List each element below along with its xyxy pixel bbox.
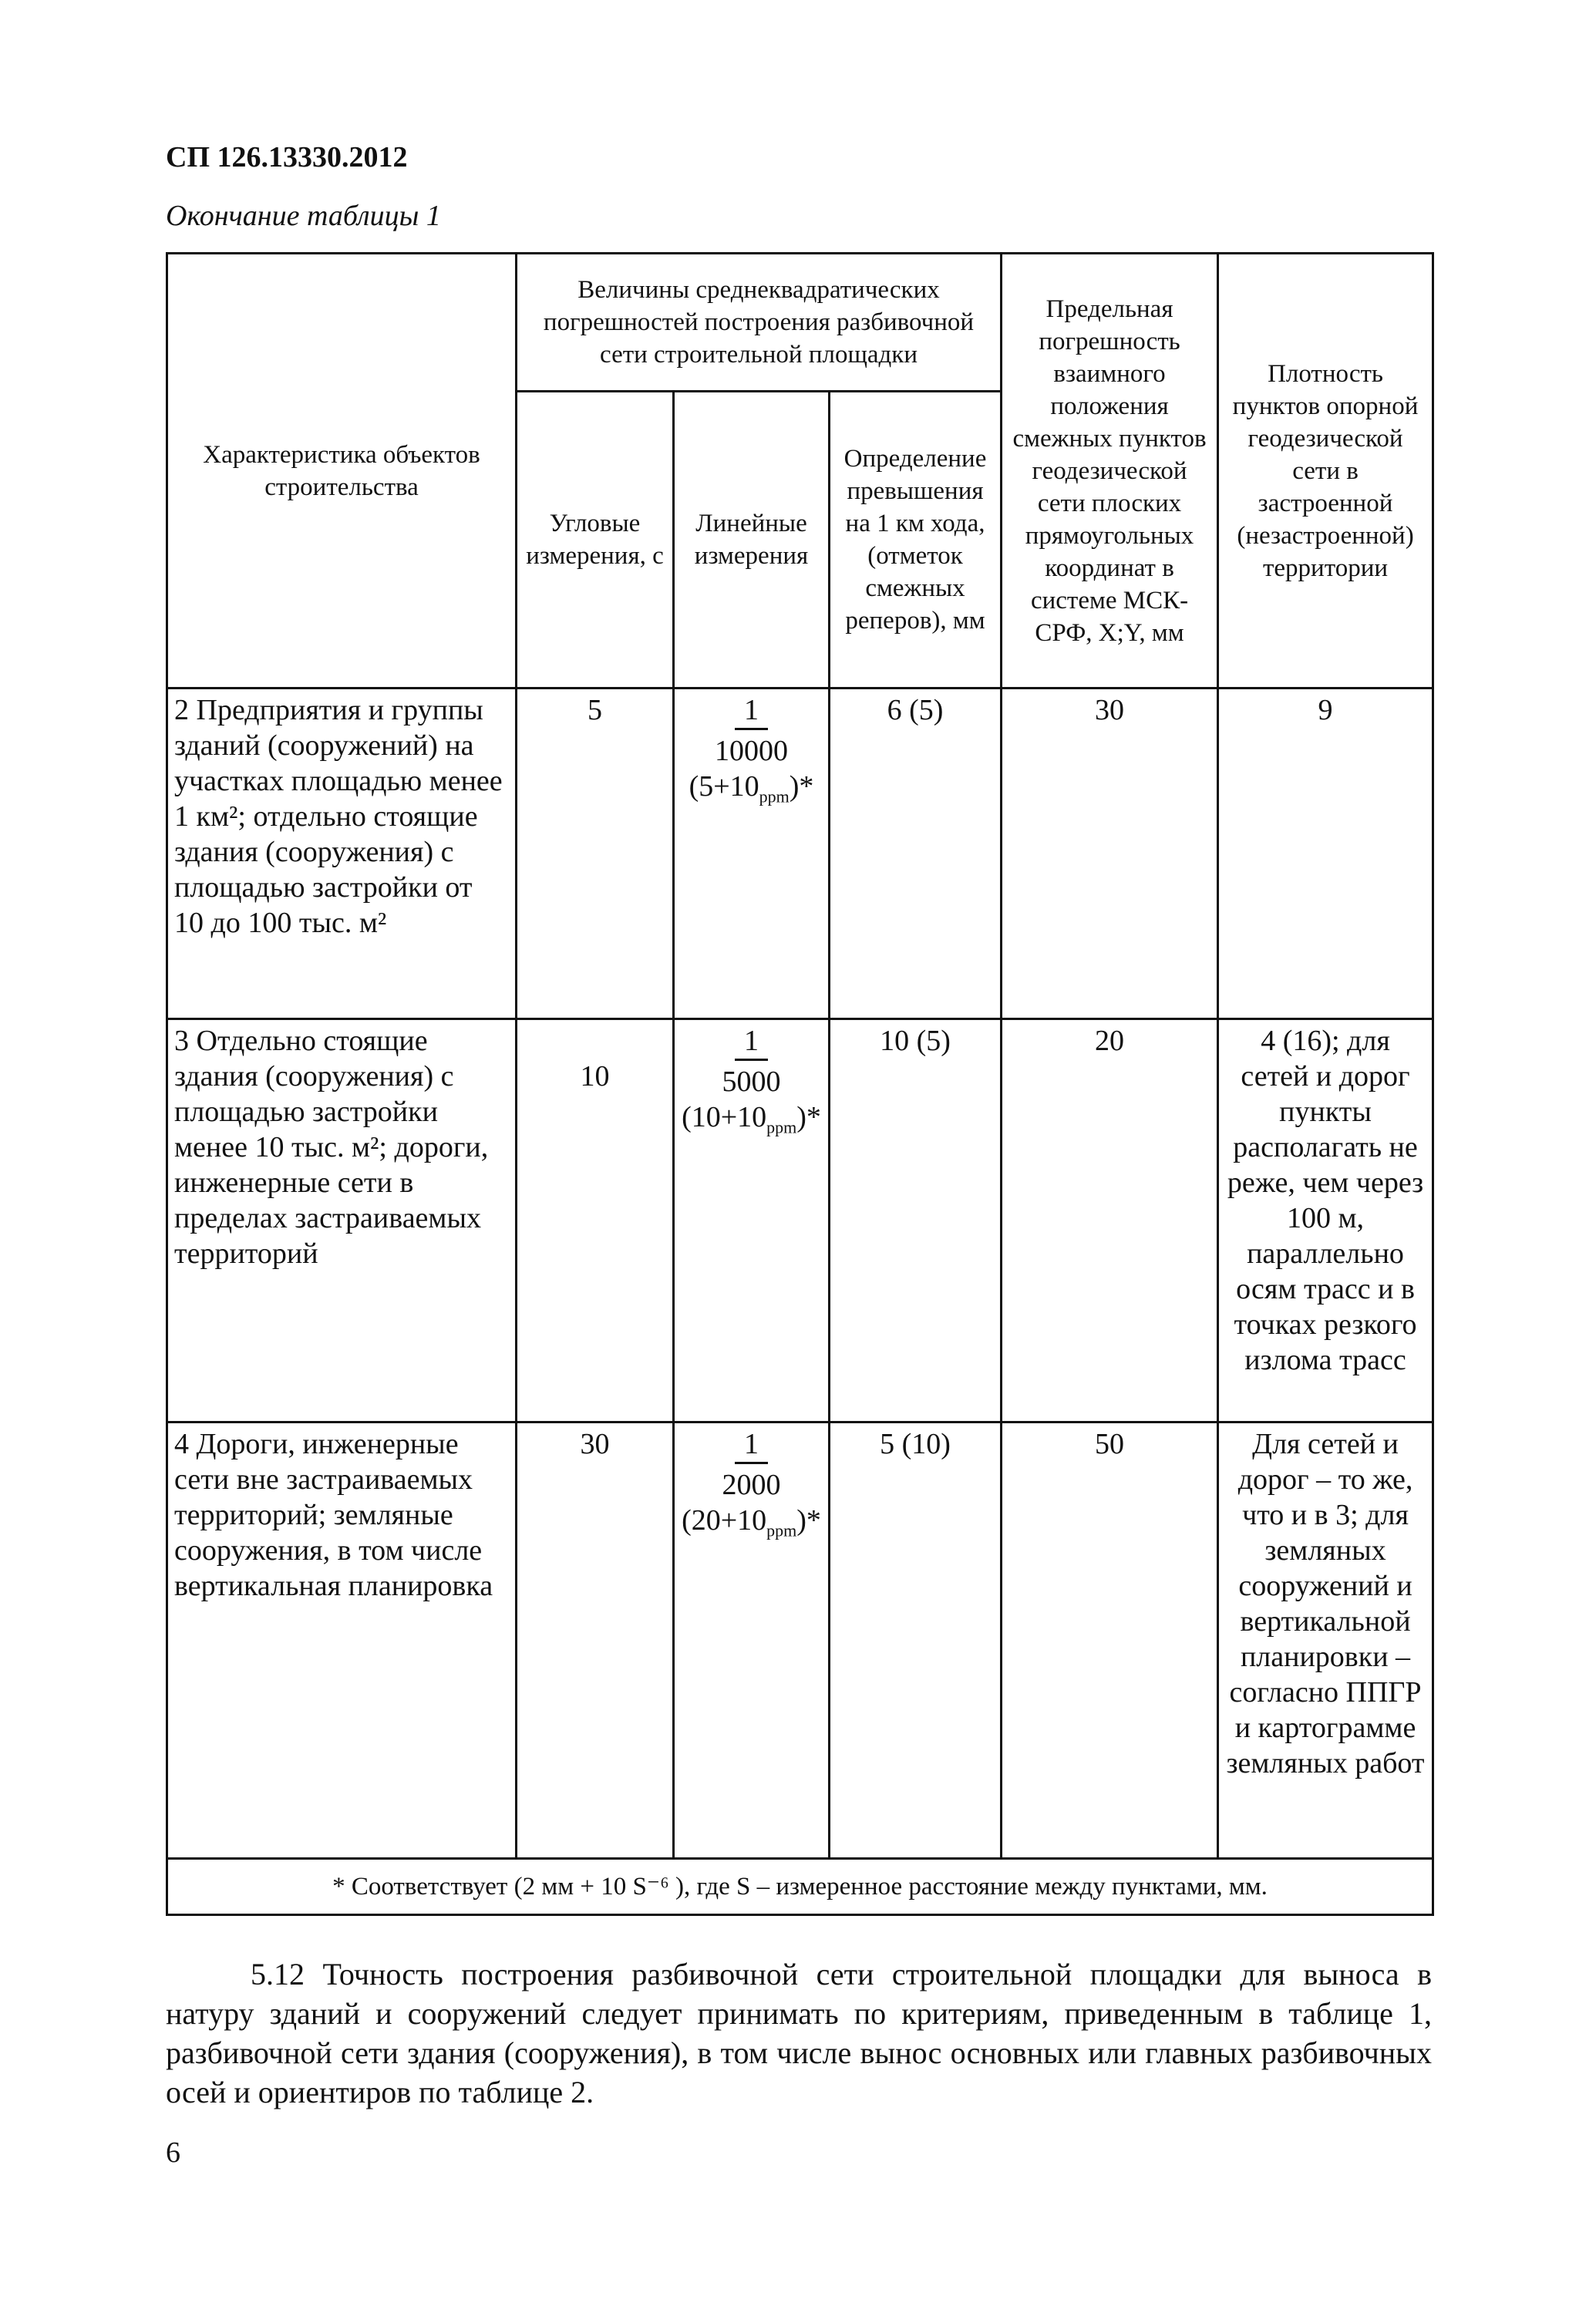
table-row [167, 1422, 1433, 1859]
document-code: СП 126.13330.2012 [166, 141, 408, 173]
fraction-numerator: 1 [735, 1023, 768, 1061]
cell-object: 4 Дороги, инженерные сети вне застраиваемых территорий; земляные сооружения, в том числе вертикальная планировка [167, 1422, 517, 1859]
header-object: Характеристика объектов строительства [167, 254, 517, 689]
cell-linear [674, 689, 830, 1019]
cell-linear [674, 1422, 830, 1859]
cell-limit: 30 [1002, 689, 1218, 1019]
ppm-note: $(20+10_{ppm})*$ [682, 1504, 821, 1540]
cell-object: 3 Отдельно стоящие здания (сооружения) с площадью застройки менее 10 тыс. м²; дороги, инженерные сети в пределах застраиваемых территорий [167, 1019, 517, 1422]
fraction-numerator: 1 [735, 1426, 768, 1464]
fraction-denominator: 2000 [722, 1469, 781, 1501]
cell-object: 2 Предприятия и группы зданий (сооружений) на участках площадью менее 1 км²; отдельно стоящие здания (сооружения) с площадью застройки от 10 до 100 тыс. м² [167, 689, 517, 1019]
cell-height: 5 (10) [830, 1422, 1002, 1859]
header-linear: Линейные измерения [674, 392, 830, 689]
header-density: Плотность пунктов опорной геодезической сети в застроенной (незастроенной) территории [1218, 254, 1433, 689]
cell-angular: 10 [517, 1019, 674, 1422]
header-angular: Угловые измерения, с [517, 392, 674, 689]
table-caption: Окончание таблицы 1 [166, 200, 441, 232]
cell-limit: 20 [1002, 1019, 1218, 1422]
cell-angular: 5 [517, 689, 674, 1019]
cell-density: Для сетей и дорог – то же, что и в 3; для земляных сооружений и вертикальной планировки – согласно ППГР и картограмме земляных работ [1218, 1422, 1433, 1859]
accuracy-table [166, 252, 1434, 1916]
cell-limit: 50 [1002, 1422, 1218, 1859]
cell-density: 4 (16); для сетей и дорог пункты располагать не реже, чем через 100 м, параллельно осям трасс и в точках резкого излома трасс [1218, 1019, 1433, 1422]
page-number: 6 [166, 2136, 180, 2169]
ppm-note: $(10+10_{ppm})*$ [682, 1101, 821, 1137]
table-row [167, 689, 1433, 1019]
header-rms-group: Величины среднеквадратических погрешностей построения разбивочной сети строительной площадки [517, 254, 1002, 392]
fraction-numerator: 1 [735, 692, 768, 730]
cell-density: 9 [1218, 689, 1433, 1019]
header-limit: Предельная погрешность взаимного положения смежных пунктов геодезической сети плоских прямоугольных координат в системе МСК-СРФ, X;Y, мм [1002, 254, 1218, 689]
cell-height: 10 (5) [830, 1019, 1002, 1422]
table-footnote: * Соответствует (2 мм + 10 S⁻⁶ ), где S – измеренное расстояние между пунктами, мм. [167, 1859, 1433, 1915]
ppm-note: $(5+10_{ppm})*$ [689, 770, 814, 806]
cell-angular: 30 [517, 1422, 674, 1859]
header-height: Определение превышения на 1 км хода, (отметок смежных реперов), мм [830, 392, 1002, 689]
cell-linear [674, 1019, 830, 1422]
cell-height: 6 (5) [830, 689, 1002, 1019]
fraction-denominator: 10000 [715, 735, 788, 767]
table-row [167, 1019, 1433, 1422]
fraction-denominator: 5000 [722, 1066, 781, 1098]
body-paragraph: 5.12 Точность построения разбивочной сети строительной площадки для выноса в натуру зданий и сооружений следует принимать по критериям, приведенным в таблице 1, разбивочной сети здания (сооружения), в том числе вынос основных или главных разбивочных осей и ориентиров по таблице 2. [166, 1957, 1432, 2109]
